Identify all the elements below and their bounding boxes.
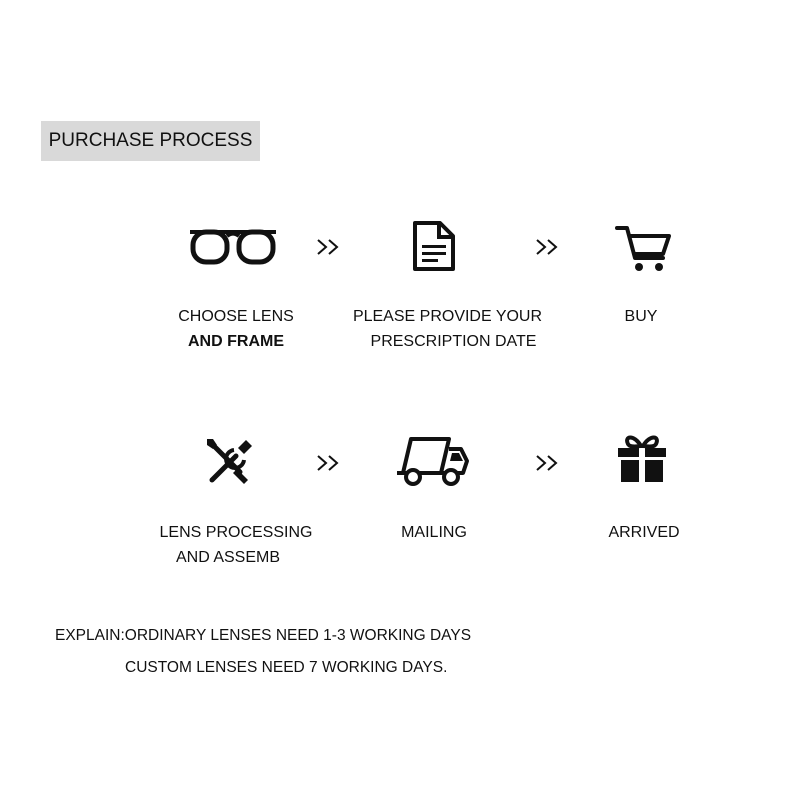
- step-label-choose-lens: [155, 304, 317, 354]
- step-label-line1: ARRIVED: [608, 524, 680, 541]
- explain-line-2: CUSTOM LENSES NEED 7 WORKING DAYS.: [125, 659, 448, 676]
- step-label-arrived: [594, 520, 694, 545]
- step-label-lens-processing: [150, 520, 322, 570]
- glasses-icon: [187, 224, 279, 266]
- step-label-line2: AND FRAME: [188, 333, 284, 350]
- step-label-buy: [600, 304, 682, 329]
- step-label-line2: PRESCRIPTION DATE: [370, 333, 537, 350]
- chevrons-right-icon: [535, 237, 561, 257]
- chevrons-right-icon: [316, 237, 342, 257]
- tools-icon: [204, 436, 256, 486]
- document-icon: [412, 220, 456, 272]
- step-label-line2: AND ASSEMB: [175, 549, 281, 566]
- page-title: PURCHASE PROCESS: [48, 130, 253, 151]
- step-label-line1: LENS PROCESSING: [159, 524, 313, 541]
- step-label-line1: MAILING: [401, 524, 467, 541]
- chevrons-right-icon: [316, 453, 342, 473]
- shopping-cart-icon: [615, 224, 673, 274]
- step-label-prescription: [340, 304, 555, 354]
- gift-icon: [616, 432, 668, 484]
- chevrons-right-icon: [535, 453, 561, 473]
- page-title-box: [41, 121, 260, 161]
- explain-line-1: EXPLAIN:ORDINARY LENSES NEED 1-3 WORKING DAYS: [55, 627, 472, 644]
- step-label-mailing: [384, 520, 484, 545]
- step-label-line1: PLEASE PROVIDE YOUR: [352, 308, 543, 325]
- step-label-line1: BUY: [624, 308, 658, 325]
- delivery-truck-icon: [393, 435, 471, 489]
- step-label-line1: CHOOSE LENS: [178, 308, 294, 325]
